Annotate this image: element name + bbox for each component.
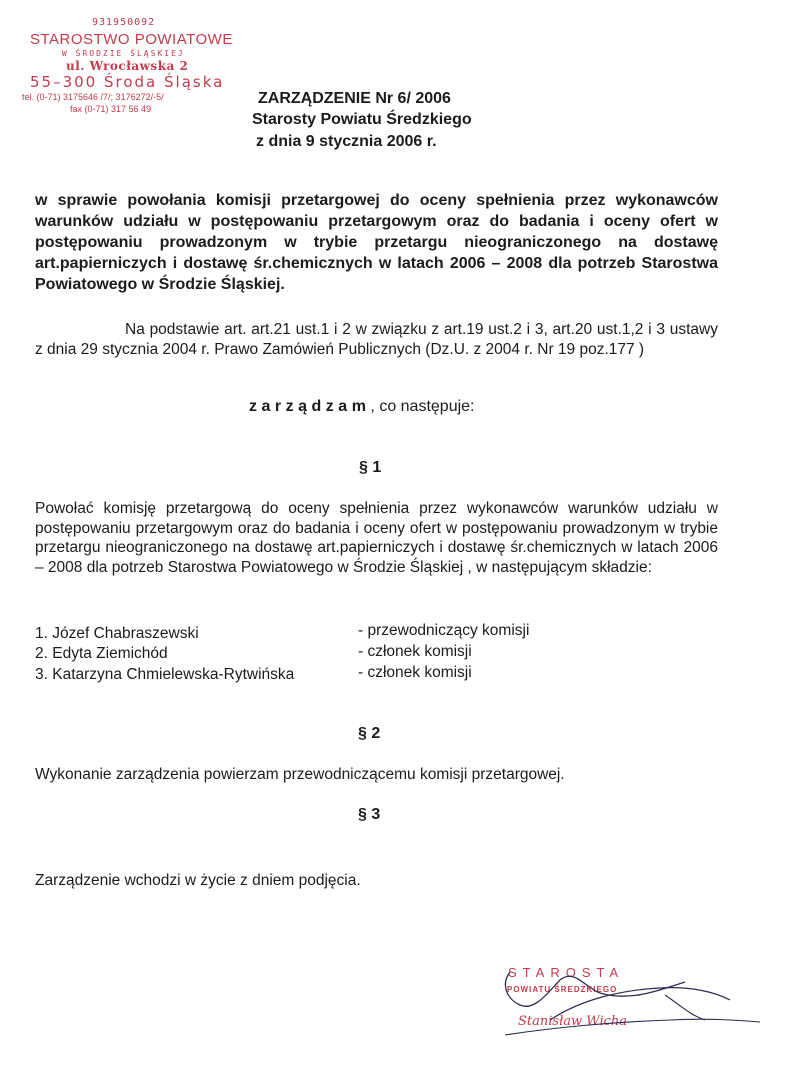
stamp-phone: tel. (0-71) 3175646 /7/; 3176272/-5/ (22, 92, 164, 102)
stamp-office-name: STAROSTWO POWIATOWE (30, 31, 233, 48)
stamp-number: 931950092 (92, 17, 156, 28)
document-issuer: Starosty Powiatu Średzkiego (252, 111, 472, 128)
signature-stamp-name: Stanisław Wicha (518, 1014, 628, 1029)
section-3-heading: § 3 (358, 806, 381, 823)
handwritten-signature (490, 960, 770, 1050)
decree-rest: , co następuje: (370, 398, 475, 415)
document-subject: w sprawie powołania komisji przetargowej do oceny spełnienia przez wykonawców warunków udziału w postępowaniu przetargowym oraz do badania i oceny ofert w postępowaniu prowadzonym w trybie przetargu nieograniczonego na dostawę art.papierniczych i dostawę śr.chemicznych w latach 2006 – 2008 dla potrzeb Starostwa Powiatowego w Środzie Śląskiej. (35, 192, 718, 293)
member-1-role: - przewodniczący komisji (358, 622, 530, 639)
member-3-name: 3. Katarzyna Chmielewska-Rytwińska (35, 666, 295, 683)
section-1-text: Powołać komisję przetargową do oceny spełnienia przez wykonawców warunków udziału w postępowaniu przetargowym oraz do badania i oceny ofert w postępowaniu prowadzonym w trybie przetargu nieograniczonego na dostawę art.papierniczych i dostawę śr.chemicznych w latach 2006 – 2008 dla potrzeb Starostwa Powiatowego w Środzie Śląskiej , w następującym składzie: (35, 500, 718, 576)
section-2-text: Wykonanie zarządzenia powierzam przewodniczącemu komisji przetargowej. (35, 766, 565, 783)
document-date: z dnia 9 stycznia 2006 r. (256, 133, 437, 150)
signature-stamp-title: STAROSTA (508, 965, 625, 980)
member-1-name: 1. Józef Chabraszewski (35, 625, 199, 642)
section-1-heading: § 1 (359, 459, 382, 476)
stamp-city: 55–300 Środa Śląska (30, 73, 225, 91)
section-3-text: Zarządzenie wchodzi w życie z dniem podjęcia. (35, 872, 361, 889)
decree-line (249, 398, 475, 416)
stamp-town: W ŚRODZIE ŚLĄSKIEJ (62, 49, 185, 58)
stamp-street: ul. Wrocławska 2 (66, 59, 189, 73)
stamp-fax: fax (0-71) 317 56 49 (70, 104, 152, 114)
member-2-name: 2. Edyta Ziemichód (35, 645, 168, 662)
document-title: ZARZĄDZENIE Nr 6/ 2006 (258, 90, 451, 107)
member-3-role: - członek komisji (358, 664, 472, 681)
section-2-heading: § 2 (358, 725, 381, 742)
legal-basis: Na podstawie art. art.21 ust.1 i 2 w związku z art.19 ust.2 i 3, art.20 ust.1,2 i 3 ustawy z dnia 29 stycznia 2004 r. Prawo Zamówień Publicznych (Dz.U. z 2004 r. Nr 19 poz.177 ) (35, 321, 718, 358)
signature-stamp-office: POWIATU ŚREDZKIEGO (507, 985, 618, 994)
decree-word: zarządzam (249, 398, 371, 415)
member-2-role: - członek komisji (358, 643, 472, 660)
